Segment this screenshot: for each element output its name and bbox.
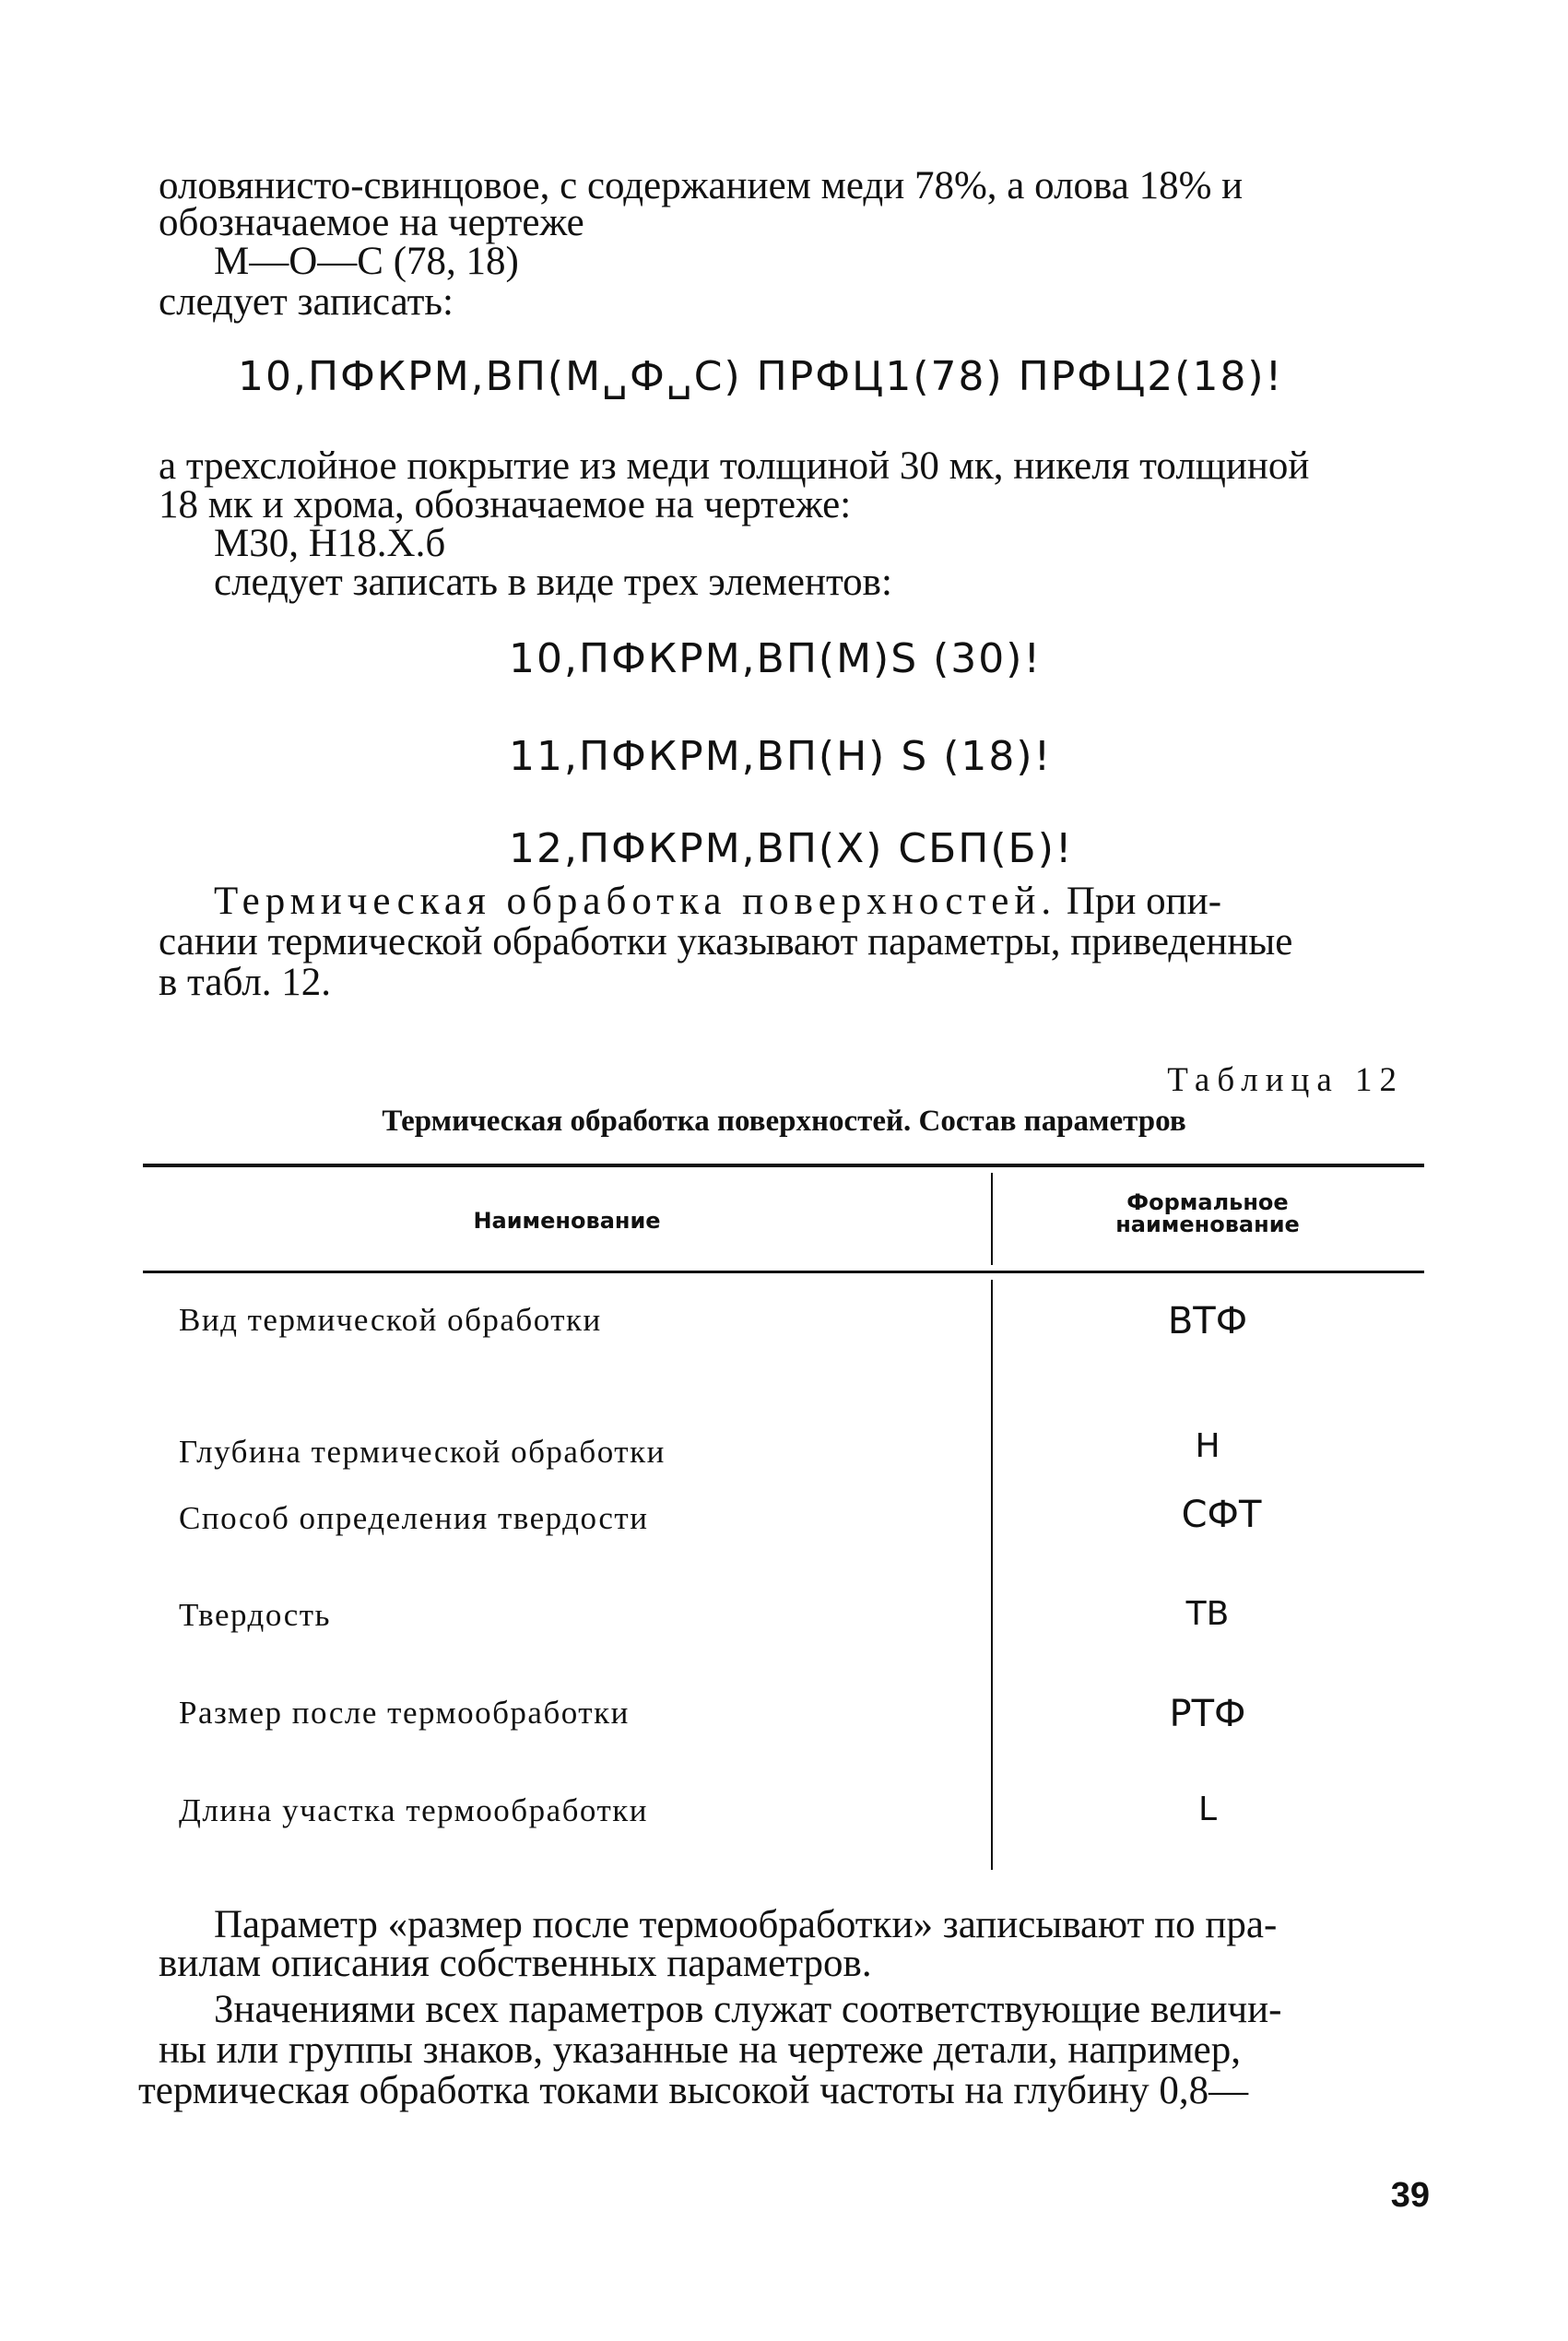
table-row-formal: СФТ <box>1181 1494 1262 1536</box>
heat-line-2: сании термической обработки указывают параметры, приведенные <box>159 920 1293 964</box>
table-body-divider <box>991 1280 993 1870</box>
table-header-rule <box>143 1271 1424 1273</box>
table-row-formal: L <box>1197 1791 1218 1828</box>
table-header-name: Наименование <box>473 1208 661 1234</box>
table-header-formal-line-1: Формальное <box>1126 1189 1289 1215</box>
after-p2-line-3: термическая обработка токами высокой частоты на глубину 0,8— <box>138 2069 1249 2112</box>
table-top-rule <box>143 1164 1424 1167</box>
para2-line-2: 18 мк и хрома, обозначаемое на чертеже: <box>159 483 852 526</box>
table-row-name: Вид термической обработки <box>179 1302 602 1338</box>
table-row-formal: ВТФ <box>1167 1300 1248 1342</box>
heat-line-3: в табл. 12. <box>159 961 331 1004</box>
after-p1-line-1: Параметр «размер после термообработки» записывают по пра- <box>214 1903 1278 1946</box>
after-p2-line-2: ны или группы знаков, указанные на чертеже детали, например, <box>159 2028 1242 2072</box>
after-p2-line-1: Значениями всех параметров служат соответствующие величи- <box>214 1988 1282 2031</box>
table-row-name: Размер после термообработки <box>179 1695 630 1731</box>
code-line-10: 10,ПФКРМ,ВП(М)S (30)! <box>509 635 1043 682</box>
table-row-name: Длина участка термообработки <box>179 1792 648 1828</box>
intro-line-1: оловянисто-свинцовое, с содержанием меди 78%, а олова 18% и <box>159 164 1244 207</box>
table-row-formal: РТФ <box>1169 1693 1246 1735</box>
code-line-12: 12,ПФКРМ,ВП(Х) СБП(Б)! <box>509 825 1074 872</box>
table-header-formal <box>996 1191 1420 1236</box>
table-number-label: Таблица 12 <box>1167 1061 1404 1099</box>
intro-line-2: обозначаемое на чертеже <box>159 201 584 244</box>
table-row-formal: Н <box>1195 1427 1220 1465</box>
heat-line-1 <box>214 880 1222 923</box>
intro-line-4: следует записать: <box>159 280 454 324</box>
code-line-11: 11,ПФКРМ,ВП(Н) S (18)! <box>509 733 1053 780</box>
heat-heading: Термическая обработка поверхностей. <box>214 880 1057 923</box>
table-row-formal: ТВ <box>1185 1595 1230 1633</box>
table-header-formal-line-2: наименование <box>1115 1212 1300 1237</box>
table-row-name: Способ определения твердости <box>179 1500 649 1536</box>
heat-line-1-rest: При опи- <box>1066 880 1222 923</box>
table-header-divider <box>991 1173 993 1265</box>
para2-line-4: следует записать в виде трех элементов: <box>214 561 892 604</box>
table-row-name: Твердость <box>179 1597 332 1633</box>
para2-line-1: а трехслойное покрытие из меди толщиной 30 мк, никеля толщиной <box>159 444 1310 488</box>
para2-designation: М30, Н18.Х.б <box>214 522 446 565</box>
page-number: 39 <box>1390 2176 1430 2215</box>
intro-designation: М—О—С (78, 18) <box>214 240 519 283</box>
table-title: Термическая обработка поверхностей. Состав параметров <box>382 1105 1186 1138</box>
table-row-name: Глубина термической обработки <box>179 1434 666 1470</box>
code-line-1: 10,ПФКРМ,ВП(М␣Ф␣С) ПРФЦ1(78) ПРФЦ2(18)! <box>238 353 1284 400</box>
after-p1-line-2: вилам описания собственных параметров. <box>159 1942 872 1985</box>
